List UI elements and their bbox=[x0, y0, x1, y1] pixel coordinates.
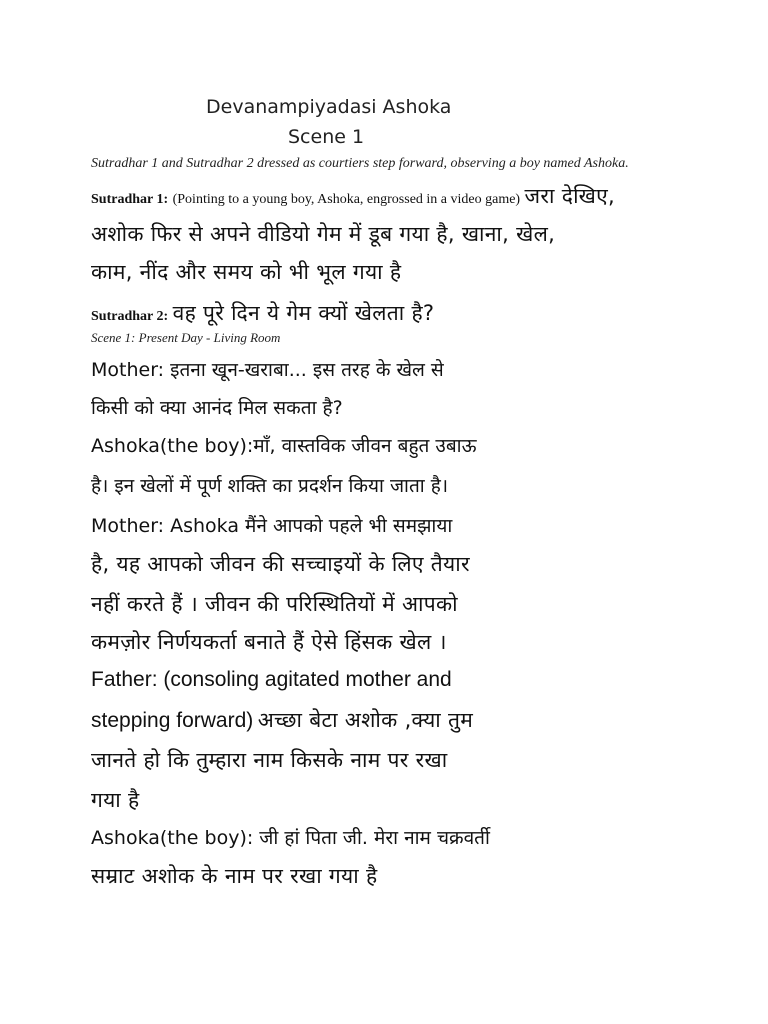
father-direction-end: stepping forward) bbox=[91, 709, 254, 732]
father-line-4: गया है bbox=[91, 788, 140, 812]
mother2-line-4: कमज़ोर निर्णयकर्ता बनाते हैं ऐसे हिंसक खेल । bbox=[91, 630, 447, 654]
sutradhar1-line-3: काम, नींद और समय को भी भूल गया है bbox=[91, 260, 402, 284]
father-line-2 bbox=[91, 706, 473, 734]
ashoka2-line-2: सम्राट अशोक के नाम पर रखा गया है bbox=[91, 864, 378, 888]
ashoka-line-2: है। इन खेलों में पूर्ण शक्ति का प्रदर्शन किया जाता है। bbox=[91, 475, 449, 497]
sutradhar1-line-2: अशोक फिर से अपने वीडियो गेम में डूब गया है, खाना, खेल, bbox=[91, 222, 556, 246]
mother2-line-2: है, यह आपको जीवन की सच्चाइयों के लिए तैयार bbox=[91, 552, 470, 576]
sutradhar1-speaker: Sutradhar 1: bbox=[91, 192, 169, 207]
stage-direction: Sutradhar 1 and Sutradhar 2 dressed as courtiers step forward, observing a boy named Ashoka. bbox=[91, 156, 629, 171]
ashoka2-line-1: Ashoka(the boy): जी हां पिता जी. मेरा नाम चक्रवर्ती bbox=[91, 827, 490, 849]
scene-number: Scene 1 bbox=[288, 126, 365, 148]
sutradhar2-line bbox=[91, 299, 434, 327]
father-line-3: जानते हो कि तुम्हारा नाम किसके नाम पर रखा bbox=[91, 748, 448, 772]
scene-heading: Scene 1: Present Day - Living Room bbox=[91, 330, 281, 345]
sutradhar1-hindi-start: जरा देखिए, bbox=[524, 184, 615, 208]
sutradhar1-line-1 bbox=[91, 182, 615, 210]
father-hindi-start: अच्छा बेटा अशोक ,क्या तुम bbox=[257, 708, 474, 732]
sutradhar2-speaker: Sutradhar 2: bbox=[91, 309, 169, 324]
document-title: Devanampiyadasi Ashoka bbox=[206, 96, 452, 118]
father-line-1: Father: (consoling agitated mother and bbox=[91, 668, 452, 691]
sutradhar1-direction: (Pointing to a young boy, Ashoka, engrossed in a video game) bbox=[172, 192, 521, 207]
sutradhar2-hindi: वह पूरे दिन ये गेम क्यों खेलता है? bbox=[172, 301, 435, 325]
mother-line-2: किसी को क्या आनंद मिल सकता है? bbox=[91, 397, 343, 419]
mother2-line-3: नहीं करते हैं । जीवन की परिस्थितियों में आपको bbox=[91, 592, 458, 616]
ashoka-line-1: Ashoka(the boy):माँ, वास्तविक जीवन बहुत उबाऊ bbox=[91, 435, 477, 457]
mother2-line-1: Mother: Ashoka मैंने आपको पहले भी समझाया bbox=[91, 515, 453, 537]
mother-line-1: Mother: इतना खून-खराबा... इस तरह के खेल से bbox=[91, 359, 444, 381]
